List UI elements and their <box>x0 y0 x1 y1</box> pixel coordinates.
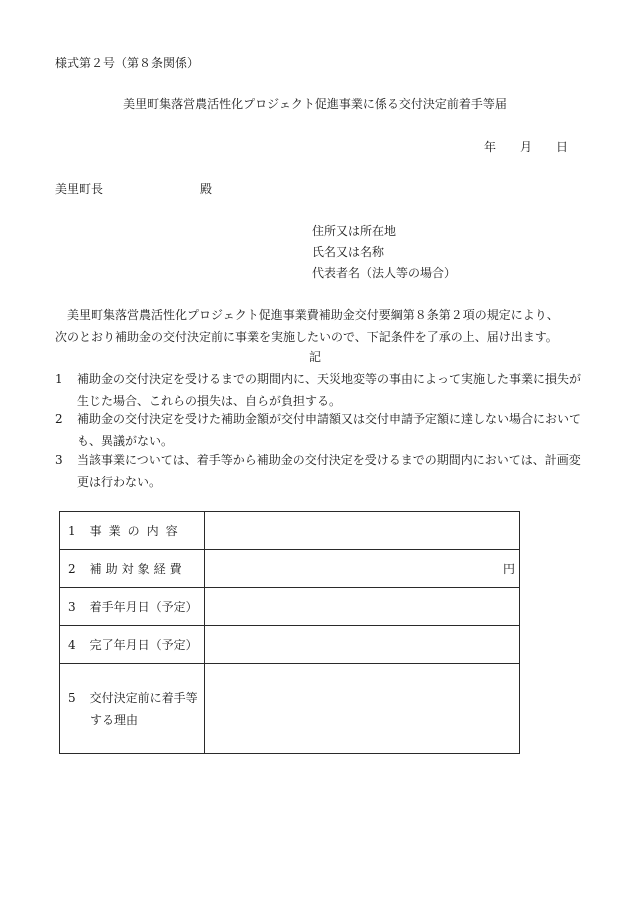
detail-table <box>59 511 520 754</box>
row-label <box>60 664 205 754</box>
condition-item <box>55 408 592 452</box>
addressee-name: 美里町長 <box>55 182 104 196</box>
condition-item <box>55 368 592 412</box>
row-label <box>60 512 205 550</box>
date-line <box>484 141 568 153</box>
row-label-text-cont: する理由 <box>90 712 139 727</box>
body-paragraph: 美里町集落営農活性化プロジェクト促進事業費補助金交付要綱第８条第２項の規定により、次のとおり補助金の交付決定前に事業を実施したいので、下記条件を了承の上、届け出ます。 <box>55 308 559 344</box>
business-content-field[interactable] <box>205 512 520 550</box>
row-label <box>60 588 205 626</box>
table-row <box>60 550 520 588</box>
condition-item <box>55 449 592 493</box>
yen-unit: 円 <box>502 561 515 576</box>
table-row <box>60 512 520 550</box>
table-row <box>60 626 520 664</box>
row-label-text: 完了年月日（予定） <box>89 637 198 652</box>
condition-text: 当該事業については、着手等から補助金の交付決定を受けるまでの期間内においては、計画変更は行わない。 <box>77 453 581 489</box>
applicant-representative-label: 代表者名（法人等の場合） <box>312 266 457 280</box>
table-row <box>60 588 520 626</box>
row-label-text: 着手年月日（予定） <box>89 599 198 614</box>
year-label: 年 <box>483 140 496 154</box>
document-title: 美里町集落営農活性化プロジェクト促進事業に係る交付決定前着手等届 <box>123 97 507 111</box>
subsidy-cost-field[interactable] <box>205 550 520 588</box>
completion-date-field[interactable] <box>205 626 520 664</box>
start-date-field[interactable] <box>205 588 520 626</box>
row-label-text: 補助対象経費 <box>89 561 186 576</box>
table-row <box>60 664 520 754</box>
ki-heading: 記 <box>308 350 321 364</box>
applicant-address-label: 住所又は所在地 <box>312 224 397 238</box>
row-number: 4 <box>68 637 76 652</box>
addressee <box>55 183 212 195</box>
row-label <box>60 550 205 588</box>
condition-number: 3 <box>55 453 63 467</box>
row-label-text: 事業の内容 <box>89 523 185 538</box>
row-label-text: 交付決定前に着手等 <box>89 690 198 705</box>
applicant-name-label: 氏名又は名称 <box>312 245 385 259</box>
row-number: 1 <box>68 523 76 538</box>
condition-number: 2 <box>55 412 63 426</box>
month-label: 月 <box>519 140 532 154</box>
condition-number: 1 <box>55 372 63 386</box>
row-label <box>60 626 205 664</box>
row-number: 5 <box>68 690 76 705</box>
addressee-honorific: 殿 <box>200 182 213 196</box>
row-number: 3 <box>68 599 76 614</box>
row-number: 2 <box>68 561 76 576</box>
day-label: 日 <box>555 140 568 154</box>
form-number: 様式第２号（第８条関係） <box>55 56 200 70</box>
condition-text: 補助金の交付決定を受けた補助金額が交付申請額又は交付申請予定額に達しない場合においても、異議がない。 <box>77 412 582 448</box>
condition-text: 補助金の交付決定を受けるまでの期間内に、天災地変等の事由によって実施した事業に損失が生じた場合、これらの損失は、自らが負担する。 <box>77 372 582 408</box>
reason-field[interactable] <box>205 664 520 754</box>
